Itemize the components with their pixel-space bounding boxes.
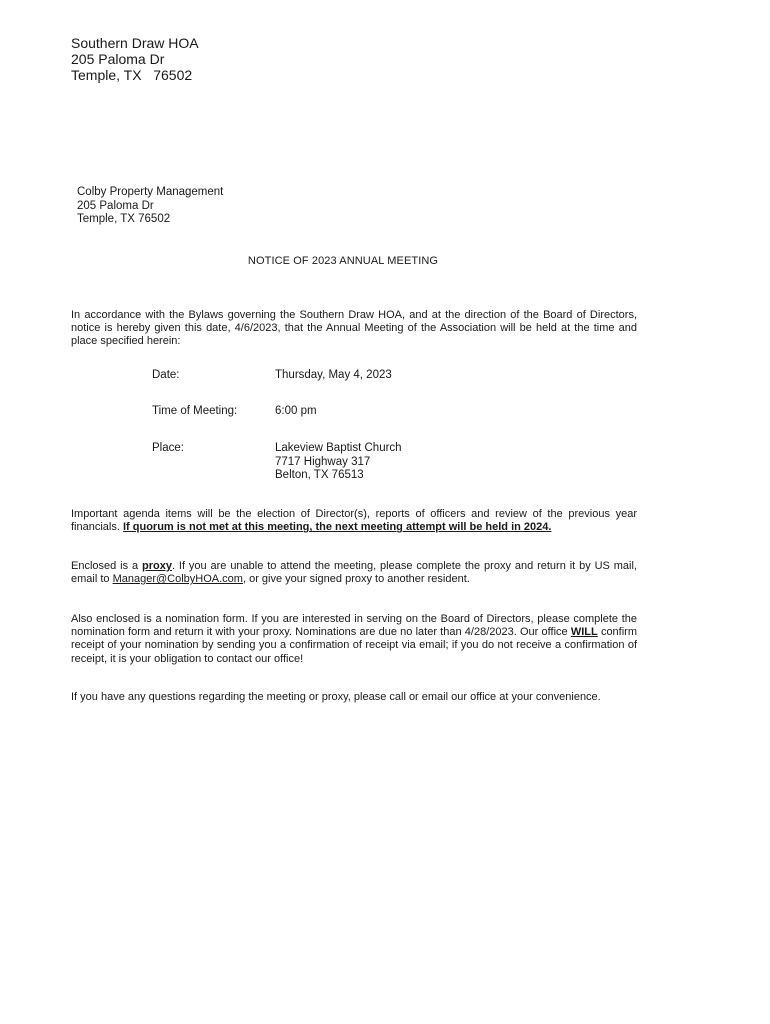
nomination-suffix: confirm receipt of your nomination by sending you a confirmation of receipt via email; if you do not receive a confirmation of receipt, it is your obligation to contact our office! xyxy=(71,626,638,665)
proxy-prefix: Enclosed is a xyxy=(71,560,142,572)
quorum-warning: If quorum is not met at this meeting, the next meeting attempt will be held in 2024. xyxy=(122,521,552,534)
recipient-address xyxy=(77,186,223,227)
nomination-paragraph xyxy=(71,613,637,666)
time-value: 6:00 pm xyxy=(275,405,317,417)
sender-name: Southern Draw HOA xyxy=(71,35,199,51)
date-label: Date: xyxy=(152,369,180,381)
sender-street: 205 Paloma Dr xyxy=(71,51,165,67)
nomination-prefix: Also enclosed is a nomination form. If you are interested in serving on the Board of Directors, please complete the nomination form and return it with your proxy. Nominations are due no later than 4/28/2023. Our office xyxy=(71,613,637,639)
recipient-city: Temple, TX 76502 xyxy=(77,213,171,225)
sender-address xyxy=(71,35,199,83)
place-city: Belton, TX 76513 xyxy=(275,469,364,481)
agenda-text: Important agenda items will be the election of Director(s), reports of officers and review of the previous year financials. xyxy=(71,508,637,534)
recipient-name: Colby Property Management xyxy=(77,186,224,198)
proxy-suffix: , or give your signed proxy to another resident. xyxy=(242,573,470,586)
place-label: Place: xyxy=(152,442,184,454)
recipient-street: 205 Paloma Dr xyxy=(77,199,154,212)
proxy-word: proxy xyxy=(141,560,172,572)
proxy-middle: . If you are unable to attend the meeting, please complete the proxy and return it by US mail, email to xyxy=(71,560,637,586)
place-name: Lakeview Baptist Church xyxy=(275,442,402,454)
closing-paragraph: If you have any questions regarding the meeting or proxy, please call or email our office at your convenience. xyxy=(71,691,601,703)
place-street: 7717 Highway 317 xyxy=(275,455,371,468)
time-label: Time of Meeting: xyxy=(152,405,238,417)
will-word: WILL xyxy=(570,626,598,639)
intro-paragraph: In accordance with the Bylaws governing the Southern Draw HOA, and at the direction of the Board of Directors, notice is hereby given this date, 4/6/2023, that the Annual Meeting of the Association will be held at the time and place specified herein: xyxy=(71,309,637,348)
agenda-paragraph xyxy=(71,508,637,534)
proxy-paragraph xyxy=(71,560,637,586)
notice-title: NOTICE OF 2023 ANNUAL MEETING xyxy=(247,255,439,267)
email-link[interactable]: Manager@ColbyHOA.com xyxy=(112,573,243,586)
date-value: Thursday, May 4, 2023 xyxy=(275,369,392,381)
place-value xyxy=(275,442,402,483)
sender-city: Temple, TX 76502 xyxy=(71,67,193,83)
